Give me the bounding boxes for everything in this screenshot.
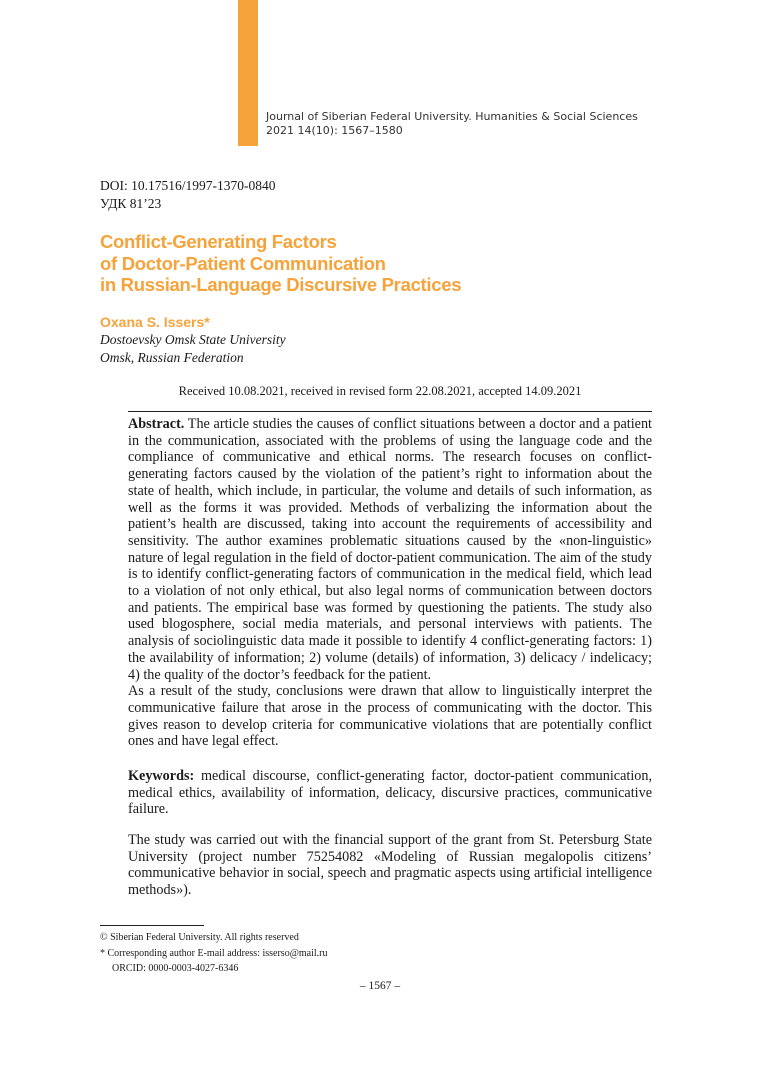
udk: УДК 81’23 [100,196,162,211]
funding-note: The study was carried out with the financial support of the grant from St. Petersburg State University (project number 75254082 «Modeling of Russian megalopolis citizens’ communicative behavior in social, speech and pragmatic aspects using artificial intelligence methods»). [128,832,652,899]
affiliation: Dostoevsky Omsk State University [100,332,286,347]
received-dates: Received 10.08.2021, received in revised form 22.08.2021, accepted 14.09.2021 [178,384,582,398]
location: Omsk, Russian Federation [100,350,244,365]
title-line-2: of Doctor-Patient Communication [100,252,386,274]
page-number: – 1567 – [359,980,401,992]
title-line-3: in Russian-Language Discursive Practices [100,274,462,295]
doi: DOI: 10.17516/1997-1370-0840 [100,178,276,193]
corresponding-author-note: * Corresponding author E-mail address: isserso@mail.ru [100,947,328,959]
keywords-text: medical discourse, conflict-generating factor, doctor-patient communication, medical ethics, availability of information, delicacy, discursive practices, communicative failure. [128,768,652,818]
keywords-label: Keywords: [128,768,195,784]
abstract-text-1: The article studies the causes of conflict situations between a doctor and a patient in the communication, associated with the problems of using the language code and the compliance of communicative and ethical norms. The research focuses on conflict-generating factors caused by the violation of the patient’s right to information about the state of health, which include, in particular, the volume and details of such information, as well as the forms it was provided. Methods of verbalizing the information about the patient’s health are discussed, taking into account the requirements of accessibility and sensitivity. The author examines problematic situations caused by the «non-linguistic» nature of legal regulation in the field of doctor-patient communication. The aim of the study is to identify conflict-generating factors of communication in the medical field, which lead to a violation of not only ethical, but also legal norms of communication between doctors and patients. The empirical base was formed by questioning the patients. The study also used blogosphere, social media materials, and personal interviews with patients. The analysis of sociolinguistic data made it possible to identify 4 conflict-generating factors: 1) the availability of information; 2) volume (details) of information, 3) delicacy / indelicacy; 4) the quality of the doctor’s feedback for the patient. [128,416,652,683]
journal-header [266,110,638,138]
abstract-paragraph-1 [128,416,652,683]
abstract-paragraph-2: As a result of the study, conclusions were drawn that allow to linguistically interpret the communicative failure that arose in the process of communicating with the doctor. This gives reason to develop criteria for communicative violations that are potentially conflict ones and have legal effect. [128,683,652,750]
footnote-divider [100,925,204,926]
abstract-label: Abstract. [128,416,185,432]
abstract [128,416,652,750]
article-identifiers [100,177,276,213]
footnotes [100,930,328,977]
journal-issue: 2021 14(10): 1567–1580 [266,124,403,137]
header-accent-bar [238,0,258,146]
keywords [128,768,652,818]
copyright-note: © Siberian Federal University. All rights reserved [100,932,299,943]
abstract-divider [128,411,652,412]
orcid-note: ORCID: 0000-0003-4027-6346 [112,963,239,974]
author-name: Oxana S. Issers* [100,314,210,330]
title-line-1: Conflict-Generating Factors [100,231,337,252]
author-affiliation [100,331,286,367]
article-title [100,231,461,296]
journal-name: Journal of Siberian Federal University. Humanities & Social Sciences [266,110,638,123]
